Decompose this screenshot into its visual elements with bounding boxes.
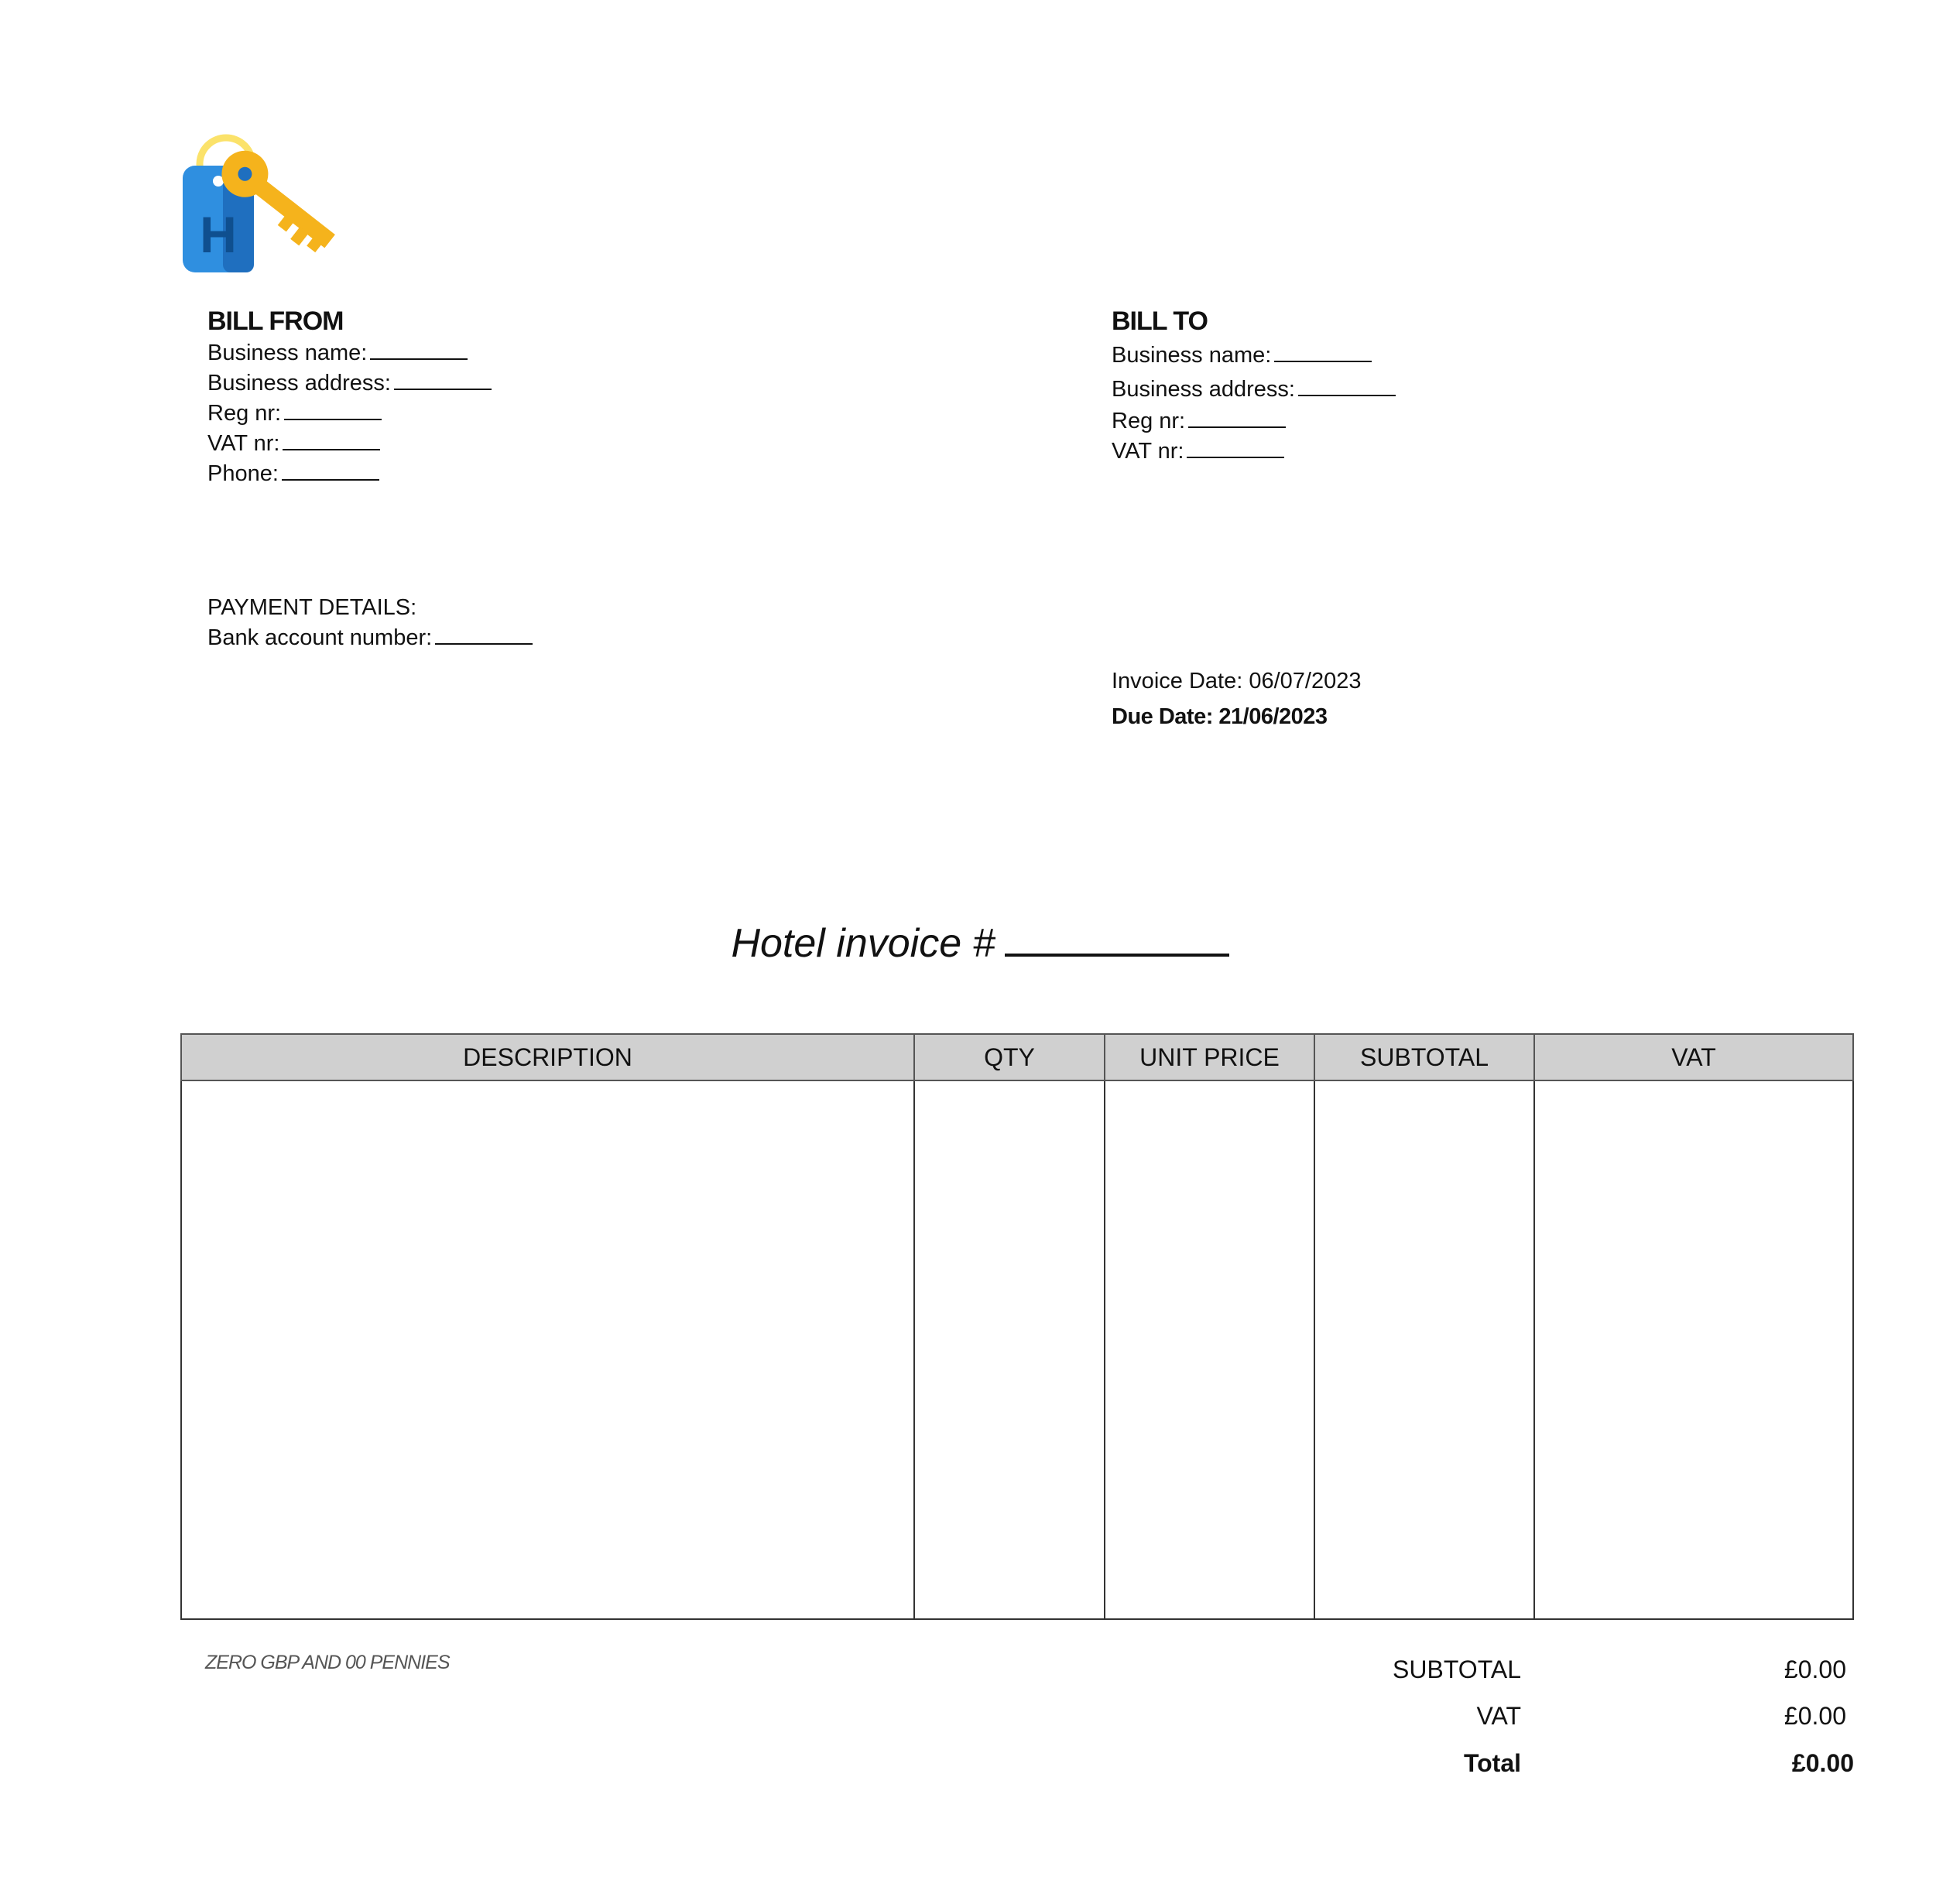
bill-to-business-name-field[interactable] — [1274, 341, 1372, 362]
invoice-date: Invoice Date: 06/07/2023 — [1112, 669, 1362, 693]
bill-to-vat-nr-field[interactable] — [1187, 437, 1284, 458]
bank-account-field[interactable] — [435, 623, 533, 645]
column-header-unit-price: UNIT PRICE — [1105, 1034, 1314, 1080]
bill-to-business-name-label: Business name: — [1112, 343, 1272, 368]
invoice-dates — [1112, 663, 1361, 734]
unit-price-cell[interactable] — [1105, 1080, 1314, 1619]
invoice-number-field[interactable] — [1005, 919, 1229, 957]
bill-to-vat-nr-label: VAT nr: — [1112, 439, 1184, 464]
payment-details-section — [207, 593, 533, 653]
qty-cell[interactable] — [914, 1080, 1105, 1619]
bill-from-business-address-label: Business address: — [207, 371, 391, 395]
bill-to-title: BILL TO — [1112, 306, 1208, 336]
svg-text:H: H — [200, 206, 237, 263]
bill-to-reg-nr-label: Reg nr: — [1112, 409, 1186, 433]
vat-cell[interactable] — [1534, 1080, 1853, 1619]
invoice-title — [0, 919, 1960, 967]
bank-account-label: Bank account number: — [207, 625, 433, 650]
bill-to-section — [1112, 306, 1396, 467]
bill-from-reg-nr-label: Reg nr: — [207, 401, 282, 426]
bill-to-business-address-field[interactable] — [1298, 375, 1396, 396]
bill-to-reg-nr-field[interactable] — [1188, 406, 1286, 428]
bill-from-business-name-label: Business name: — [207, 341, 368, 365]
hotel-key-tag-icon — [176, 130, 339, 276]
column-header-description: DESCRIPTION — [181, 1034, 914, 1080]
total-value: £0.00 — [1791, 1749, 1854, 1777]
subtotal-cell[interactable] — [1314, 1080, 1534, 1619]
bill-to-business-address-label: Business address: — [1112, 377, 1295, 402]
description-cell[interactable] — [181, 1080, 914, 1619]
bill-from-business-address-field[interactable] — [394, 368, 492, 390]
amount-in-words: ZERO GBP AND 00 PENNIES — [205, 1652, 450, 1673]
bill-from-vat-nr-field[interactable] — [283, 429, 380, 450]
bill-from-reg-nr-field[interactable] — [284, 399, 382, 420]
column-header-vat: VAT — [1534, 1034, 1853, 1080]
total-label: Total — [1463, 1749, 1521, 1777]
bill-from-title: BILL FROM — [207, 306, 344, 336]
bill-from-section — [207, 306, 492, 489]
subtotal-label: SUBTOTAL — [1393, 1656, 1521, 1683]
bill-from-phone-field[interactable] — [282, 459, 379, 481]
table-row — [181, 1080, 1853, 1619]
subtotal-value: £0.00 — [1784, 1656, 1846, 1683]
column-header-qty: QTY — [914, 1034, 1105, 1080]
vat-value: £0.00 — [1784, 1702, 1846, 1730]
table-header-row — [181, 1034, 1853, 1080]
due-date: Due Date: 21/06/2023 — [1112, 704, 1328, 729]
bill-from-business-name-field[interactable] — [370, 338, 468, 360]
invoice-title-text: Hotel invoice # — [731, 921, 995, 966]
bill-from-phone-label: Phone: — [207, 461, 279, 486]
column-header-subtotal: SUBTOTAL — [1314, 1034, 1534, 1080]
vat-label: VAT — [1476, 1702, 1521, 1730]
bill-from-vat-nr-label: VAT nr: — [207, 431, 280, 456]
line-items-table — [180, 1033, 1854, 1620]
payment-details-title: PAYMENT DETAILS: — [207, 595, 417, 620]
